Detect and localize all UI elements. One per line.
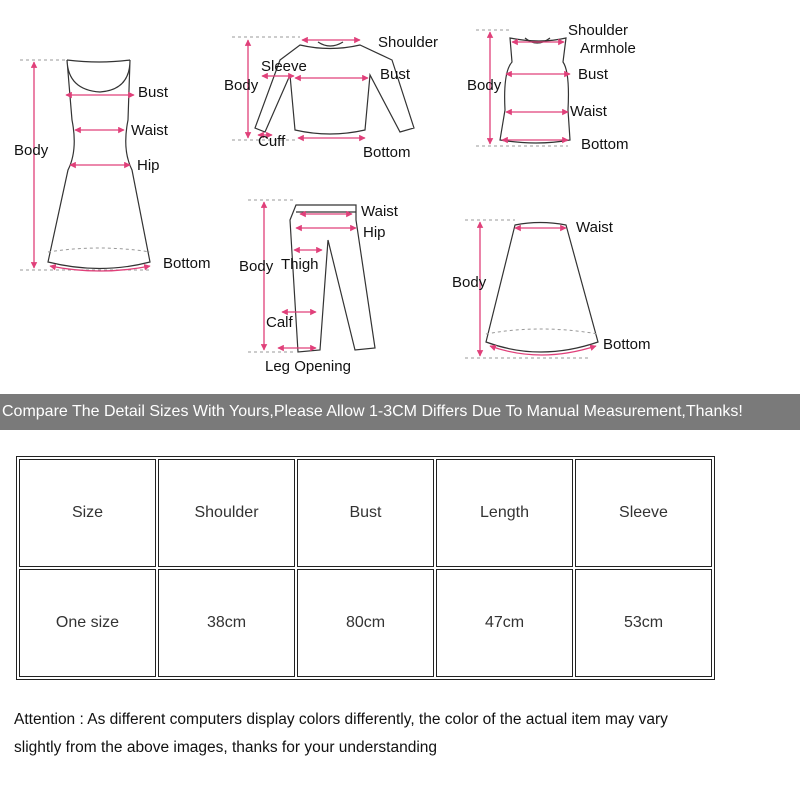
banner-text: Compare The Detail Sizes With Yours,Please Allow 1-3CM Differs Due To Manual Measurement,Thanks! [2, 403, 743, 420]
cell-sleeve: 53cm [575, 569, 712, 677]
table-header-row [19, 459, 712, 567]
tank-armhole-label: Armhole [580, 40, 636, 57]
header-cell-bust: Bust [297, 459, 434, 567]
cell-shoulder: 38cm [158, 569, 295, 677]
pants-leg-opening-label: Leg Opening [265, 358, 351, 375]
tank-bust-label: Bust [578, 66, 609, 83]
tank-bottom-label: Bottom [581, 136, 629, 153]
skirt-body-label: Body [452, 274, 487, 291]
notice-banner [0, 394, 800, 430]
cell-size: One size [19, 569, 156, 677]
cell-bust: 80cm [297, 569, 434, 677]
sweater-bust-label: Bust [380, 66, 411, 83]
dress-waist-label: Waist [131, 122, 168, 139]
attention-note-line1: Attention : As different computers display colors differently, the color of the actual item may vary [14, 711, 668, 728]
pants-thigh-label: Thigh [281, 256, 319, 273]
attention-note-line2: slightly from the above images, thanks for your understanding [14, 739, 438, 756]
pants-calf-label: Calf [266, 314, 293, 331]
tank-waist-label: Waist [570, 103, 607, 120]
tank-shoulder-label: Shoulder [568, 22, 629, 39]
dress-body-label: Body [14, 142, 49, 159]
skirt-outline [486, 223, 598, 353]
dress-bust-label: Bust [138, 84, 169, 101]
pants-body-label: Body [239, 258, 274, 275]
sweater-shoulder-label: Shoulder [378, 34, 439, 51]
garment-drawings [0, 0, 800, 392]
sweater-bottom-label: Bottom [363, 144, 411, 161]
pants-waist-label: Waist [361, 203, 398, 220]
sweater-body-label: Body [224, 77, 259, 94]
tank-outline [500, 38, 570, 143]
dress-outline [48, 60, 150, 269]
header-cell-shoulder: Shoulder [158, 459, 295, 567]
dress-hip-label: Hip [137, 157, 160, 174]
header-cell-sleeve: Sleeve [575, 459, 712, 567]
skirt-waist-label: Waist [576, 219, 613, 236]
header-cell-length: Length [436, 459, 573, 567]
cell-length: 47cm [436, 569, 573, 677]
dress-bottom-label: Bottom [163, 255, 211, 272]
pants-hip-label: Hip [363, 224, 386, 241]
sweater-outline [255, 42, 414, 134]
table-row [19, 569, 712, 677]
size-diagrams [0, 0, 800, 392]
header-cell-size: Size [19, 459, 156, 567]
size-table [16, 456, 715, 680]
skirt-bottom-label: Bottom [603, 336, 651, 353]
sweater-sleeve-label: Sleeve [261, 58, 307, 75]
sweater-cuff-label: Cuff [258, 133, 286, 150]
tank-body-label: Body [467, 77, 502, 94]
